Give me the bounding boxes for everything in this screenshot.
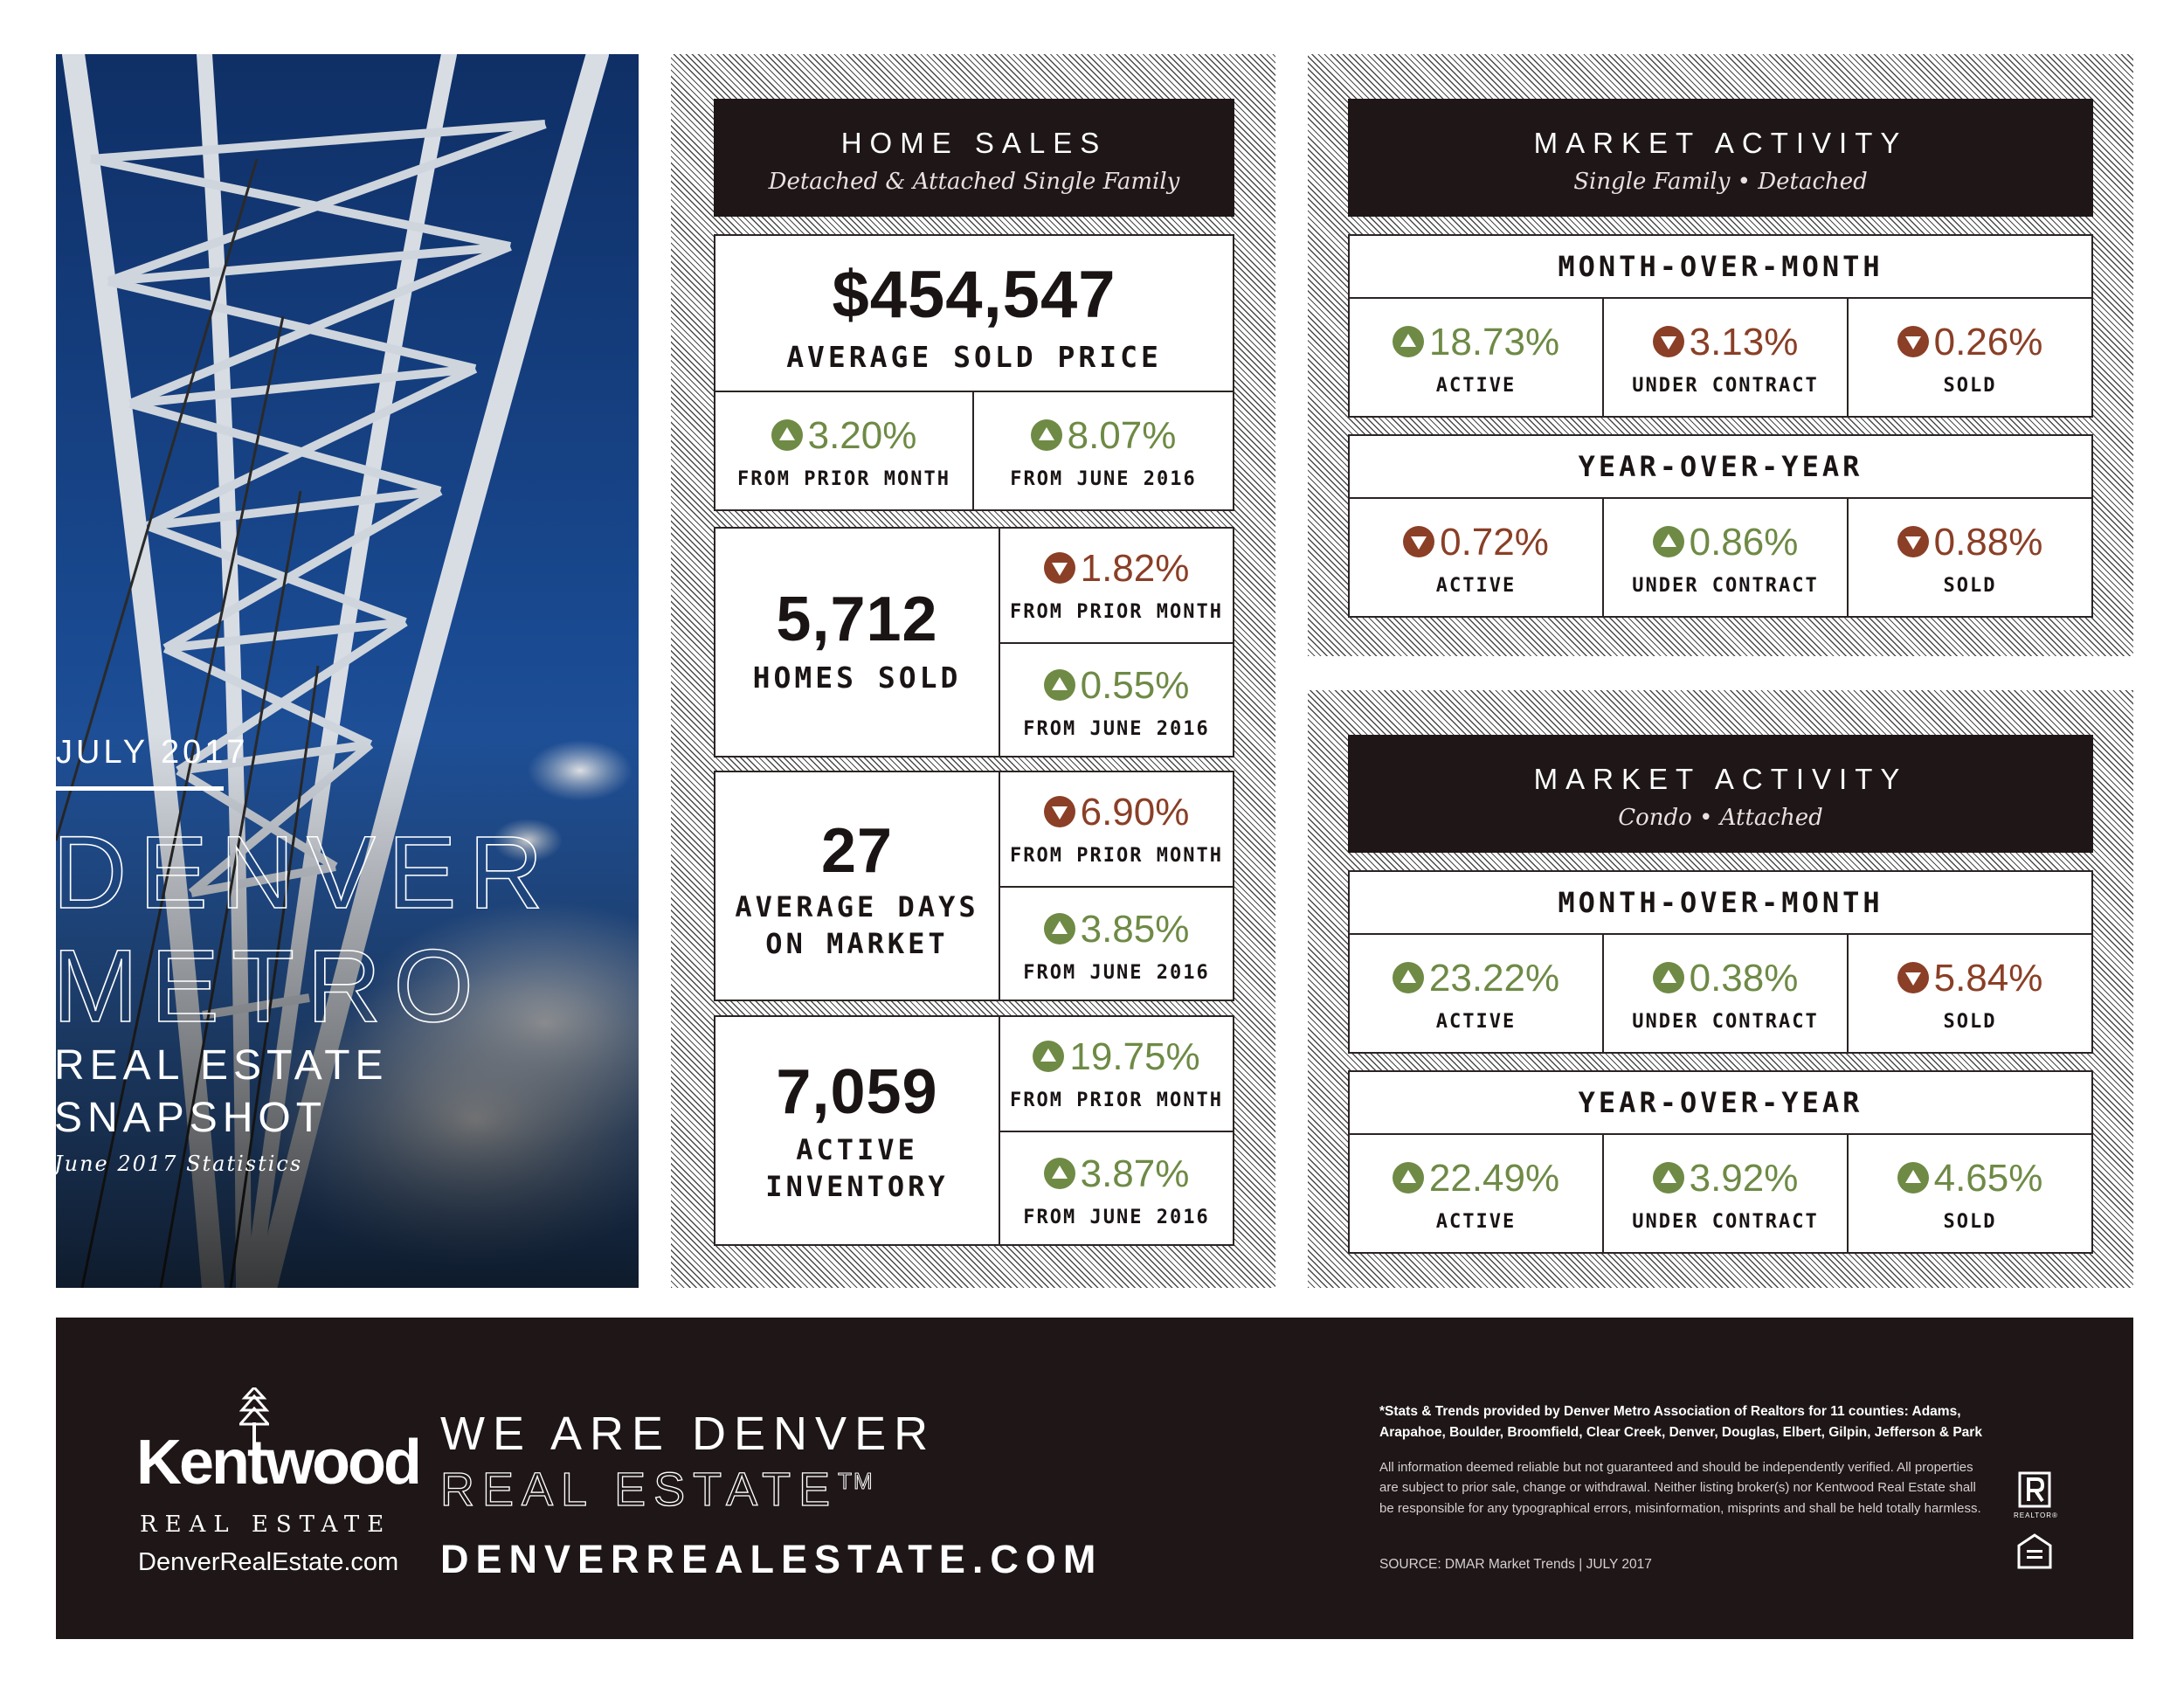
avg-price-card bbox=[714, 234, 1234, 392]
avg-price-change-year bbox=[972, 391, 1234, 511]
increase-arrow-icon bbox=[1044, 669, 1075, 701]
homes-sold-card bbox=[714, 527, 1000, 758]
inventory-pct-year: 3.87% bbox=[1000, 1155, 1233, 1193]
detached-yoy-title: YEAR-OVER-YEAR bbox=[1578, 450, 1863, 483]
inventory-label-month: FROM PRIOR MONTH bbox=[1010, 1090, 1223, 1111]
report-month: JULY 2017 bbox=[56, 734, 249, 771]
stats-date: June 2017 Statistics bbox=[54, 1152, 303, 1176]
increase-arrow-icon bbox=[1653, 526, 1684, 557]
website-link[interactable]: DENVERREALESTATE.COM bbox=[440, 1537, 1103, 1581]
avg-price-change-month bbox=[714, 391, 974, 511]
decrease-arrow-icon bbox=[1653, 326, 1684, 357]
homes-sold-change-month bbox=[999, 527, 1234, 644]
month-divider bbox=[56, 786, 224, 791]
avg-price-label-month: FROM PRIOR MONTH bbox=[737, 468, 950, 490]
detached-yoy-under-contract bbox=[1602, 497, 1849, 618]
increase-arrow-icon bbox=[1393, 962, 1424, 993]
inventory-label-line1: ACTIVE bbox=[796, 1133, 918, 1166]
avg-price-pct-month: 3.20% bbox=[715, 417, 972, 455]
attached-mom-active bbox=[1348, 933, 1604, 1054]
detached-mom-heading bbox=[1348, 234, 2093, 299]
days-on-market-label-month: FROM PRIOR MONTH bbox=[1010, 845, 1223, 867]
inventory-value: 7,059 bbox=[776, 1057, 938, 1127]
brand-url[interactable]: DenverRealEstate.com bbox=[138, 1548, 399, 1576]
disclaimer-text: All information deemed reliable but not guaranteed and should be independently verified. All properties are subject to prior sale, change or withdrawal. Neither listing broker(s) nor Kentwood Real Estate shall be responsible for any typographical errors, misinformation, misprints and shall be held totally harmless. bbox=[1379, 1460, 1981, 1516]
detached-mom-sold bbox=[1847, 297, 2093, 418]
attached-yoy-active bbox=[1348, 1133, 1604, 1254]
disclaimer-source-note: *Stats & Trends provided by Denver Metro Association of Realtors for 11 counties: Adams, Arapahoe, Boulder, Broomfield, Clear Creek, Denver, Douglas, Elbert, Gilpin, Jefferson & Park bbox=[1379, 1404, 1982, 1441]
increase-arrow-icon bbox=[771, 419, 803, 451]
attached-yoy-sold-pct: 4.65% bbox=[1849, 1159, 2091, 1198]
attached-mom-under-contract-pct: 0.38% bbox=[1604, 959, 1847, 998]
footer bbox=[56, 1318, 2133, 1639]
detached-mom-active bbox=[1348, 297, 1604, 418]
tagline-line1: WE ARE DENVER bbox=[440, 1408, 936, 1460]
homes-sold-value: 5,712 bbox=[776, 585, 938, 654]
detached-mom-title: MONTH-OVER-MONTH bbox=[1558, 250, 1883, 283]
source-note: SOURCE: DMAR Market Trends | JULY 2017 bbox=[1379, 1557, 1652, 1572]
home-sales-title: HOME SALES bbox=[840, 127, 1108, 159]
detached-yoy-under-contract-pct: 0.86% bbox=[1604, 523, 1847, 562]
days-on-market-card bbox=[714, 771, 1000, 1001]
homes-sold-change-year bbox=[999, 642, 1234, 758]
days-on-market-label-year: FROM JUNE 2016 bbox=[1023, 962, 1210, 984]
increase-arrow-icon bbox=[1044, 1158, 1075, 1189]
brand-logo: Kentwood bbox=[136, 1428, 419, 1498]
attached-mom-active-label: ACTIVE bbox=[1435, 1011, 1517, 1033]
avg-price-label-year: FROM JUNE 2016 bbox=[1010, 468, 1197, 490]
attached-mom-title: MONTH-OVER-MONTH bbox=[1558, 886, 1883, 919]
attached-mom-sold bbox=[1847, 933, 2093, 1054]
avg-price-value: $454,547 bbox=[832, 258, 1116, 332]
detached-yoy-sold bbox=[1847, 497, 2093, 618]
attached-yoy-active-label: ACTIVE bbox=[1435, 1211, 1517, 1233]
inventory-label-year: FROM JUNE 2016 bbox=[1023, 1207, 1210, 1228]
equal-housing-icon bbox=[2016, 1532, 2053, 1571]
detached-mom-under-contract-label: UNDER CONTRACT bbox=[1632, 375, 1819, 397]
inventory-card bbox=[714, 1015, 1000, 1246]
homes-sold-label-year: FROM JUNE 2016 bbox=[1023, 718, 1210, 740]
city-title-line1: DENVER bbox=[52, 815, 556, 930]
days-on-market-label-line1: AVERAGE DAYS bbox=[735, 890, 979, 924]
days-on-market-value: 27 bbox=[820, 816, 894, 886]
realtor-logo-icon bbox=[2018, 1471, 2051, 1508]
days-on-market-pct-month: 6.90% bbox=[1000, 793, 1233, 832]
detached-yoy-sold-pct: 0.88% bbox=[1849, 523, 2091, 562]
market-detached-subtitle: Single Family • Detached bbox=[1573, 169, 1868, 195]
decrease-arrow-icon bbox=[1044, 552, 1075, 584]
attached-mom-heading bbox=[1348, 870, 2093, 935]
homes-sold-pct-month: 1.82% bbox=[1000, 550, 1233, 588]
detached-yoy-under-contract-label: UNDER CONTRACT bbox=[1632, 575, 1819, 597]
market-attached-title: MARKET ACTIVITY bbox=[1533, 763, 1908, 795]
avg-price-label: AVERAGE SOLD PRICE bbox=[786, 340, 1162, 374]
attached-yoy-title: YEAR-OVER-YEAR bbox=[1578, 1086, 1863, 1119]
homes-sold-label: HOMES SOLD bbox=[752, 661, 962, 695]
detached-mom-active-pct: 18.73% bbox=[1350, 323, 1602, 362]
detached-yoy-sold-label: SOLD bbox=[1943, 575, 1997, 597]
detached-mom-sold-pct: 0.26% bbox=[1849, 323, 2091, 362]
city-title-line2: METRO bbox=[52, 929, 487, 1044]
decrease-arrow-icon bbox=[1897, 326, 1929, 357]
days-on-market-pct-year: 3.85% bbox=[1000, 910, 1233, 949]
market-detached-title: MARKET ACTIVITY bbox=[1533, 127, 1908, 159]
days-on-market-change-year bbox=[999, 886, 1234, 1001]
attached-yoy-sold bbox=[1847, 1133, 2093, 1254]
inventory-change-year bbox=[999, 1131, 1234, 1246]
home-sales-subtitle: Detached & Attached Single Family bbox=[768, 169, 1180, 195]
detached-yoy-active bbox=[1348, 497, 1604, 618]
decrease-arrow-icon bbox=[1403, 526, 1434, 557]
market-attached-header bbox=[1348, 735, 2093, 853]
attached-yoy-sold-label: SOLD bbox=[1943, 1211, 1997, 1233]
decrease-arrow-icon bbox=[1044, 796, 1075, 827]
attached-yoy-under-contract-pct: 3.92% bbox=[1604, 1159, 1847, 1198]
attached-mom-under-contract-label: UNDER CONTRACT bbox=[1632, 1011, 1819, 1033]
detached-yoy-active-pct: 0.72% bbox=[1350, 523, 1602, 562]
inventory-label-line2: INVENTORY bbox=[765, 1169, 949, 1203]
realtor-badge-text: REALTOR® bbox=[2014, 1512, 2058, 1519]
trademark-mark: TM bbox=[838, 1468, 874, 1494]
increase-arrow-icon bbox=[1393, 1162, 1424, 1193]
detached-mom-active-label: ACTIVE bbox=[1435, 375, 1517, 397]
market-attached-subtitle: Condo • Attached bbox=[1618, 805, 1823, 831]
attached-yoy-heading bbox=[1348, 1070, 2093, 1135]
increase-arrow-icon bbox=[1031, 419, 1062, 451]
inventory-change-month bbox=[999, 1015, 1234, 1132]
increase-arrow-icon bbox=[1653, 1162, 1684, 1193]
decrease-arrow-icon bbox=[1897, 962, 1929, 993]
increase-arrow-icon bbox=[1653, 962, 1684, 993]
days-on-market-label-line2: ON MARKET bbox=[765, 926, 949, 960]
detached-yoy-heading bbox=[1348, 434, 2093, 499]
increase-arrow-icon bbox=[1393, 326, 1424, 357]
homes-sold-label-month: FROM PRIOR MONTH bbox=[1010, 601, 1223, 623]
detached-mom-under-contract-pct: 3.13% bbox=[1604, 323, 1847, 362]
decrease-arrow-icon bbox=[1897, 526, 1929, 557]
homes-sold-pct-year: 0.55% bbox=[1000, 667, 1233, 705]
attached-yoy-under-contract-label: UNDER CONTRACT bbox=[1632, 1211, 1819, 1233]
days-on-market-change-month bbox=[999, 771, 1234, 888]
inventory-pct-month: 19.75% bbox=[1000, 1038, 1233, 1076]
attached-mom-active-pct: 23.22% bbox=[1350, 959, 1602, 998]
attached-yoy-active-pct: 22.49% bbox=[1350, 1159, 1602, 1198]
market-detached-header bbox=[1348, 99, 2093, 217]
detached-mom-under-contract bbox=[1602, 297, 1849, 418]
brand-subtitle: REAL ESTATE bbox=[140, 1512, 392, 1538]
snapshot-title-line2: SNAPSHOT bbox=[54, 1095, 328, 1141]
tagline-line2: REAL ESTATE™ bbox=[440, 1463, 874, 1516]
increase-arrow-icon bbox=[1897, 1162, 1929, 1193]
increase-arrow-icon bbox=[1033, 1041, 1064, 1072]
increase-arrow-icon bbox=[1044, 913, 1075, 944]
snapshot-title-line1: REAL ESTATE bbox=[54, 1042, 389, 1089]
home-sales-header bbox=[714, 99, 1234, 217]
attached-mom-sold-label: SOLD bbox=[1943, 1011, 1997, 1033]
detached-mom-sold-label: SOLD bbox=[1943, 375, 1997, 397]
attached-mom-under-contract bbox=[1602, 933, 1849, 1054]
attached-mom-sold-pct: 5.84% bbox=[1849, 959, 2091, 998]
detached-yoy-active-label: ACTIVE bbox=[1435, 575, 1517, 597]
avg-price-pct-year: 8.07% bbox=[974, 417, 1233, 455]
attached-yoy-under-contract bbox=[1602, 1133, 1849, 1254]
